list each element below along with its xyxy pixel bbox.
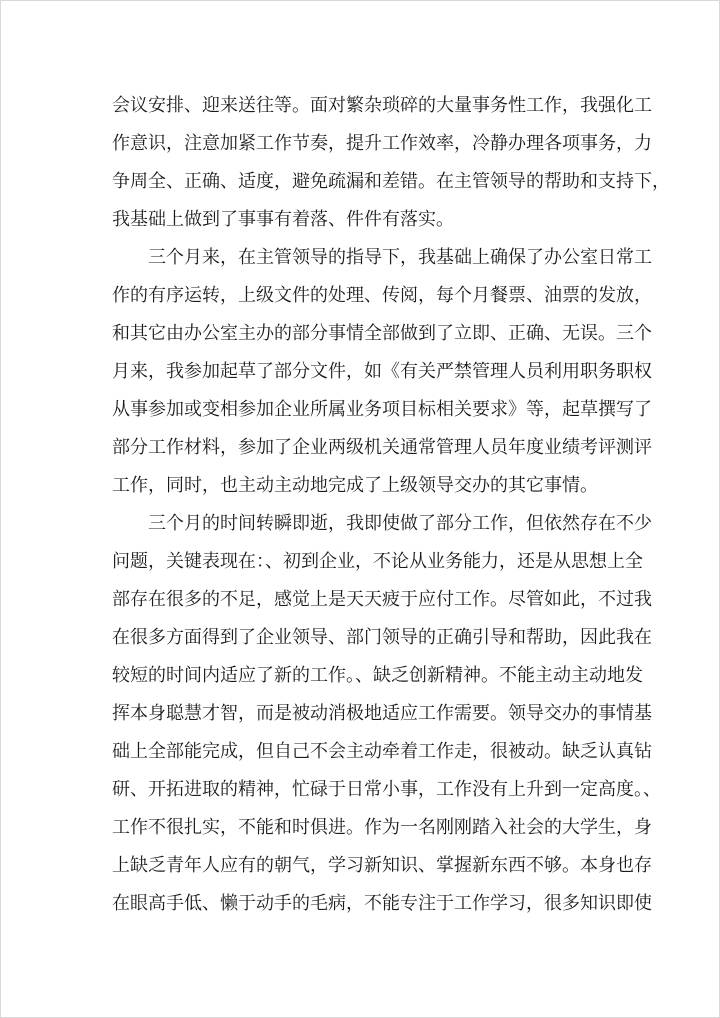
paragraph-3-line-6: 挥本身聪慧才智，而是被动消极地适应工作需要。领导交办的事情基: [112, 703, 652, 724]
paragraph-2-line-7: 工作，同时，也主动主动地完成了上级领导交办的其它事情。: [112, 475, 598, 496]
paragraph-3-line-4: 在很多方面得到了企业领导、部门领导的正确引导和帮助，因此我在: [112, 627, 652, 648]
paragraph-1-line-1: 会议安排、迎来送往等。面对繁杂琐碎的大量事务性工作，我强化工: [112, 95, 652, 116]
paragraph-3-line-7: 础上全部能完成，但自己不会主动牵着工作走，很被动。缺乏认真钻: [112, 741, 652, 762]
paragraph-3-line-9: 工作不很扎实，不能和时俱进。作为一名刚刚踏入社会的大学生，身: [112, 817, 652, 838]
paragraph-2-line-1: 三个月来，在主管领导的指导下，我基础上确保了办公室日常工: [148, 247, 652, 268]
paragraph-1-line-4: 我基础上做到了事事有着落、件件有落实。: [112, 209, 454, 230]
paragraph-3-line-8: 研、开拓进取的精神，忙碌于日常小事，工作没有上升到一定高度。、: [112, 779, 661, 800]
paragraph-2-line-6: 部分工作材料，参加了企业两级机关通常管理人员年度业绩考评测评: [112, 437, 652, 458]
paragraph-1-line-3: 争周全、正确、适度，避免疏漏和差错。在主管领导的帮助和支持下，: [112, 171, 670, 192]
paragraph-2-line-4: 月来，我参加起草了部分文件，如《有关严禁管理人员利用职务职权: [112, 361, 652, 382]
paragraph-3-line-11: 在眼高手低、懒于动手的毛病，不能专注于工作学习，很多知识即使: [112, 893, 652, 914]
paragraph-1-line-2: 作意识，注意加紧工作节奏，提升工作效率，冷静办理各项事务，力: [112, 133, 652, 154]
paragraph-3-line-5: 较短的时间内适应了新的工作。、缺乏创新精神。不能主动主动地发: [112, 665, 643, 686]
paragraph-3-line-3: 部存在很多的不足，感觉上是天天疲于应付工作。尽管如此，不过我: [112, 589, 652, 610]
paragraph-3-line-2: 问题，关键表现在：、初到企业，不论从业务能力，还是从思想上全: [112, 551, 643, 572]
paragraph-2-line-2: 作的有序运转，上级文件的处理、传阅，每个月餐票、油票的发放，: [112, 285, 652, 306]
paragraph-3-line-1: 三个月的时间转瞬即逝，我即使做了部分工作，但依然存在不少: [148, 513, 652, 534]
paragraph-2-line-3: 和其它由办公室主办的部分事情全部做到了立即、正确、无误。三个: [112, 323, 652, 344]
document-body: [112, 87, 670, 923]
paragraph-3-line-10: 上缺乏青年人应有的朝气，学习新知识、掌握新东西不够。本身也存: [112, 855, 652, 876]
paragraph-2-line-5: 从事参加或变相参加企业所属业务项目标相关要求》等，起草撰写了: [112, 399, 652, 420]
